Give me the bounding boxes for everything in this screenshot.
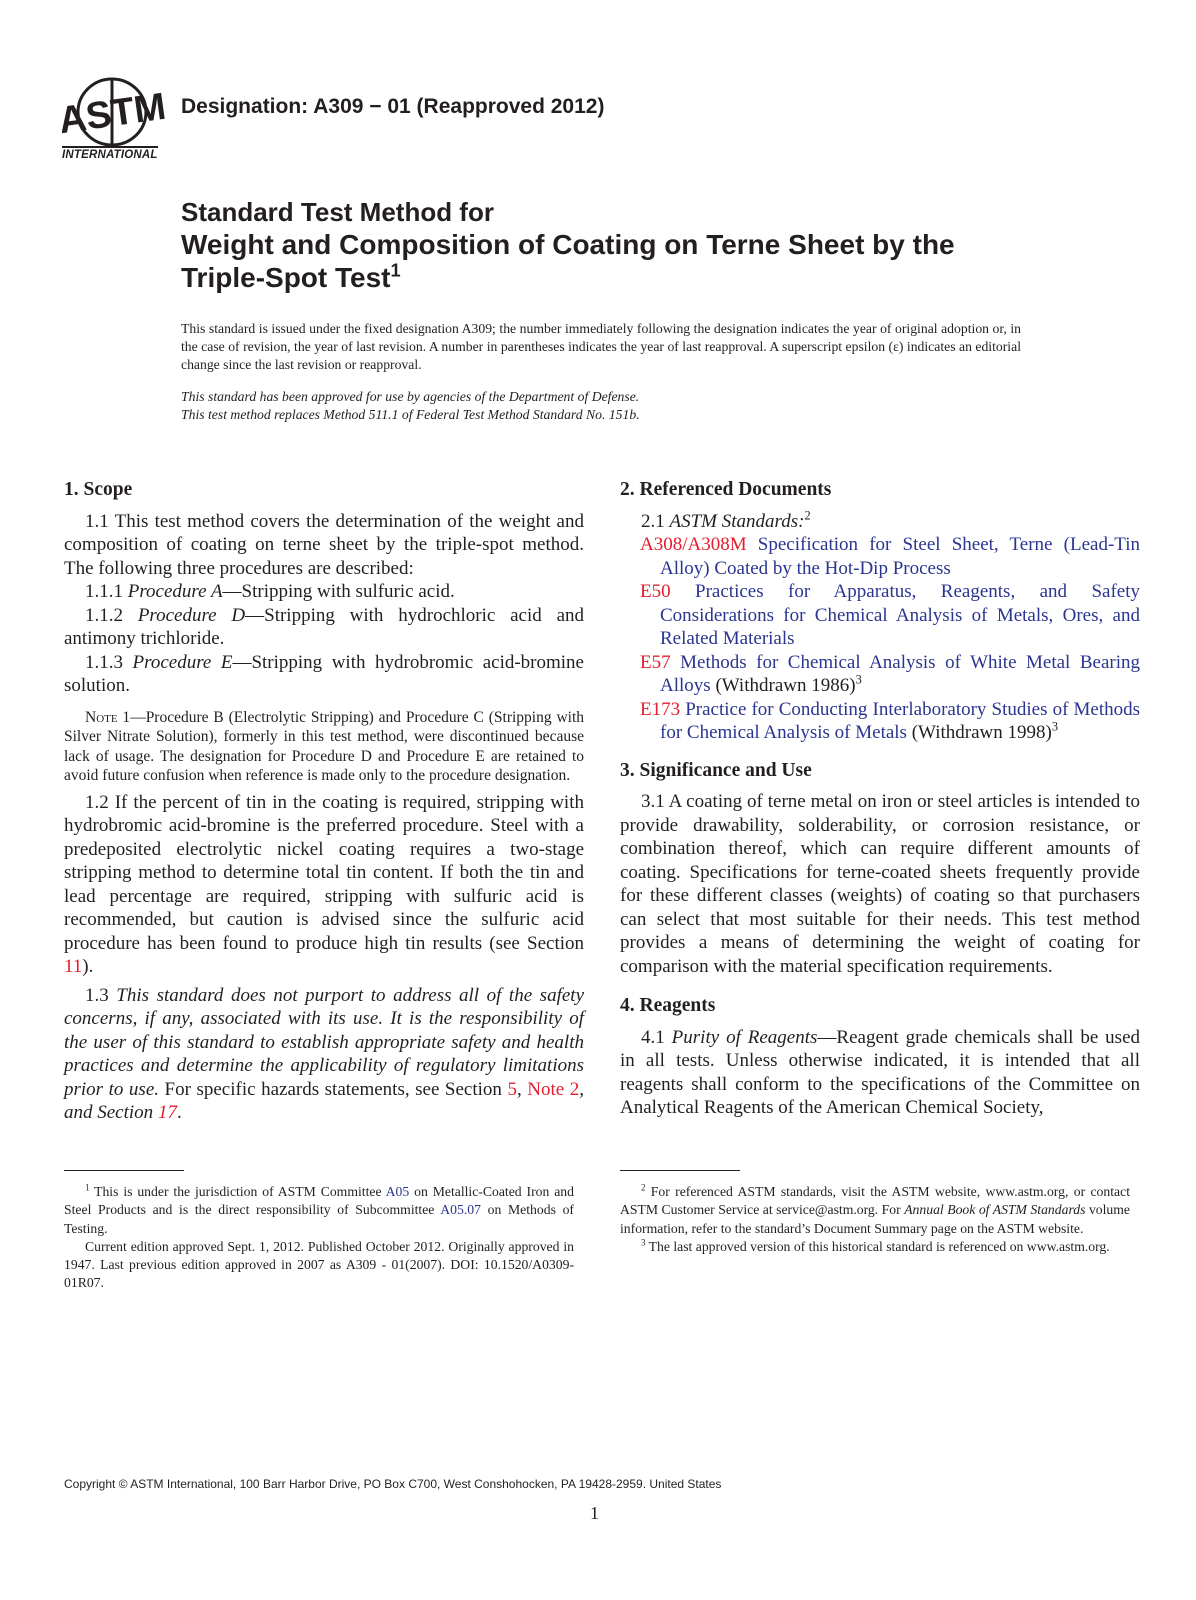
committee-a05-link[interactable]: A05: [385, 1184, 410, 1199]
logo-subtext: INTERNATIONAL: [62, 146, 158, 161]
title-line-3-text: Triple-Spot Test: [181, 262, 391, 293]
subcommittee-a05-07-link[interactable]: A05.07: [440, 1202, 481, 1218]
designation: Designation: A309 − 01 (Reapproved 2012): [181, 95, 605, 118]
page-number: 1: [590, 1503, 599, 1523]
section-4-1: 4.1 Purity of Reagents—Reagent grade chemicals shall be used in all tests. Unless otherwise indicated, it is intended that all reagents shall conform to the specifications of the Committee on Analytical Reagents of the American Chemical Society,: [620, 1026, 1140, 1118]
referenced-documents-list: [620, 533, 1140, 745]
footnote-rule-right: [620, 1170, 740, 1171]
section-1-2: 1.2 If the percent of tin in the coating is required, stripping with hydrobromic acid-bromine is the preferred procedure. Steel with a predeposited electrolytic nickel coating requires a two-stage stripping method to determine total tin content. If both the tin and lead percentage are required, stripping with sulfuric acid is recommended, but caution is advised since the sulfuric acid procedure has been found to produce high tin results (see Section 11).: [64, 791, 584, 977]
astm-logo: [62, 66, 168, 166]
ref-code: E57: [640, 651, 671, 673]
ref-status: (Withdrawn 1986): [710, 675, 856, 696]
title-line-1: Standard Test Method for: [181, 197, 494, 227]
ref-title: Practice for Conducting Interlaboratory Studies of Methods for Chemical Analysis of Metals: [660, 698, 1140, 743]
replaces-statement: This test method replaces Method 511.1 of Federal Test Method Standard No. 151b.: [181, 407, 640, 422]
footnote-1: $^1$ This is under the jurisdiction of ASTM Committee A05 on Metallic-Coated Iron and Steel Products and is the direct responsibility of Subcommittee A05.07 on Methods of Testing.: [64, 1182, 574, 1236]
ref-e57[interactable]: E57 Methods for Chemical Analysis of White Metal Bearing Alloys (Withdrawn 1986)$^3$: [640, 651, 1140, 696]
ref-e50[interactable]: [640, 580, 1140, 651]
ref-a308[interactable]: [640, 533, 1140, 580]
section-1-1: 1.1 This test method covers the determination of the weight and composition of coating on terne sheet by the triple-spot method. The following three procedures are described:: [64, 510, 584, 579]
significance-heading: 3. Significance and Use: [620, 759, 812, 781]
footnote-3: $^3$ The last approved version of this historical standard is referenced on www.astm.org.: [641, 1237, 1110, 1254]
footnote-rule-left: [64, 1170, 184, 1171]
copyright-notice: Copyright © ASTM International, 100 Barr Harbor Drive, PO Box C700, West Conshohocken, PA 19428-2959. United States: [64, 1477, 722, 1491]
footnote-2: $^2$ For referenced ASTM standards, visit the ASTM website, www.astm.org, or contact ASTM Customer Service at service@astm.org. For Annual Book of ASTM Standards volume information, refer to the standard’s Document Summary page on the ASTM website.: [620, 1182, 1130, 1236]
right-column: [620, 478, 1140, 1120]
dod-statement: This standard has been approved for use by agencies of the Department of Defense.: [181, 389, 640, 404]
section-2-1: 2.1 ASTM Standards:$^2$: [641, 508, 811, 532]
ref-code: A308/A308M: [640, 534, 747, 555]
standard-notice: This standard is issued under the fixed designation A309; the number immediately following the designation indicates the year of original adoption or, in the case of revision, the year of last revision. A number in parentheses indicates the year of last reapproval. A superscript epsilon (ε) indicates an editorial change since the last revision or reapproval.: [181, 321, 1021, 372]
ref-e173[interactable]: E173 Practice for Conducting Interlaboratory Studies of Methods for Chemical Analysis of Metals (Withdrawn 1998)$^3$: [640, 698, 1140, 743]
referenced-documents-heading: 2. Referenced Documents: [620, 479, 832, 500]
note-1-label: Note 1: [85, 708, 131, 726]
section-1-3: 1.3 This standard does not purport to address all of the safety concerns, if any, associated with its use. It is the responsibility of the user of this standard to establish appropriate safety and health practices and determine the applicability of regulatory limitations prior to use. For specific hazards statements, see Section 5, Note 2, and Section 17.: [64, 984, 584, 1123]
note-1: Note 1—Procedure B (Electrolytic Stripping) and Procedure C (Stripping with Silver Nitrate Solution), formerly in this test method, were discontinued because lack of usage. The designation for Procedure D and Procedure E are retained to avoid future confusion when reference is made only to the procedure designation.: [64, 708, 585, 784]
section-1-1-2: 1.1.2 Procedure D—Stripping with hydrochloric acid and antimony trichloride.: [64, 604, 584, 649]
note-2-link[interactable]: Note 2: [527, 1078, 580, 1100]
reagents-heading: 4. Reagents: [620, 995, 716, 1016]
footnotes-left: [64, 1183, 574, 1293]
title-line-3: [181, 261, 1081, 294]
left-column: [64, 478, 584, 1125]
section-17-link[interactable]: 17: [157, 1102, 177, 1123]
document-title: [181, 196, 1081, 294]
dod-statement-block: [181, 388, 1021, 424]
section-1-1-3: 1.1.3 Procedure E—Stripping with hydrobromic acid-bromine solution.: [64, 651, 584, 696]
title-line-2: Weight and Composition of Coating on Terne Sheet by the: [181, 229, 955, 260]
section-11-link[interactable]: 11: [64, 956, 83, 977]
section-5-link[interactable]: 5: [507, 1078, 517, 1100]
footnote-1-edition: Current edition approved Sept. 1, 2012. Published October 2012. Originally approved in 1947. Last previous edition approved in 2007 as A309 - 01(2007). DOI: 10.1520/A0309-01R07.: [64, 1238, 574, 1291]
title-footnote-marker: 1: [390, 260, 401, 281]
section-1-1-1: 1.1.1 Procedure A—Stripping with sulfuric acid.: [85, 581, 455, 602]
ref-code: E173: [640, 698, 681, 720]
logo-letters: ASTM: [62, 85, 168, 143]
ref-title: Practices for Apparatus, Reagents, and Safety Considerations for Chemical Analysis of Metals, Ores, and Related Materials: [660, 581, 1140, 649]
ref-status: (Withdrawn 1998): [906, 722, 1052, 743]
ref-title: Specification for Steel Sheet, Terne (Lead-Tin Alloy) Coated by the Hot-Dip Process: [660, 534, 1140, 579]
footnotes-right: [620, 1183, 1130, 1256]
ref-title: Methods for Chemical Analysis of White Metal Bearing Alloys: [660, 651, 1140, 696]
scope-heading: 1. Scope: [64, 479, 133, 500]
section-3-1: 3.1 A coating of terne metal on iron or steel articles is intended to provide drawability, solderability, or corrosion resistance, or combination thereof, which can require different amounts of coating. Specifications for terne-coated sheets frequently provide for these different classes (weights) of coating so that purchasers can select that most suitable for their needs. This test method provides a means of determining the weight of coating for comparison with the material specification requirements.: [620, 791, 1140, 977]
ref-code: E50: [640, 581, 671, 602]
